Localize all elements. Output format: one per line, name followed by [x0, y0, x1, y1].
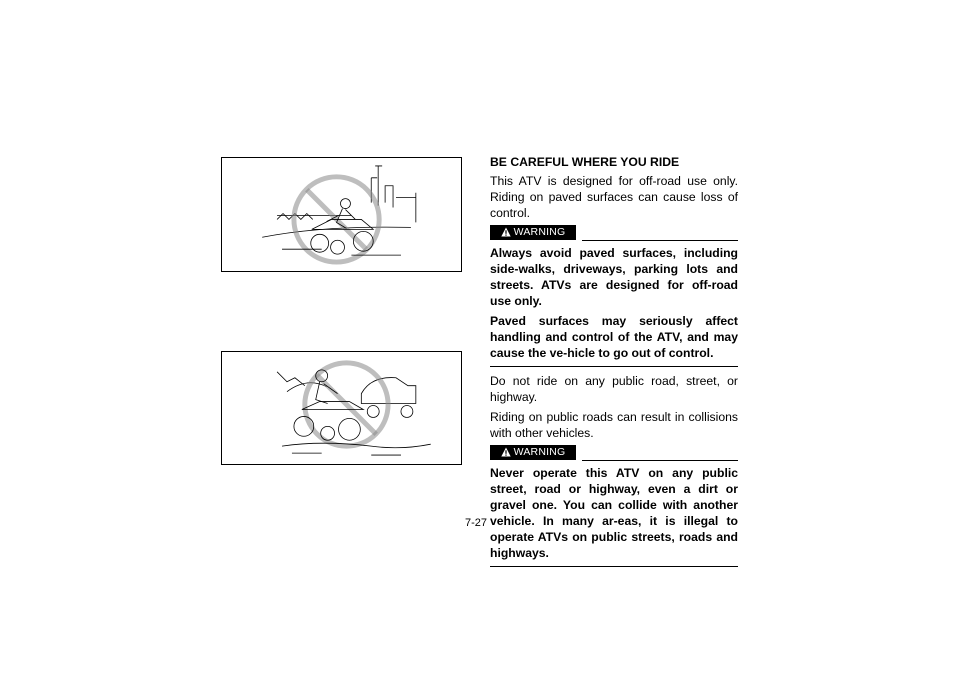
atv-paved-illustration-svg: [222, 158, 461, 271]
warning-triangle-icon: [501, 447, 511, 457]
warning-body: [490, 245, 738, 361]
section-careful-where-you-ride: [490, 154, 738, 367]
warning-rule: [582, 460, 738, 461]
warning-triangle-icon: [501, 227, 511, 237]
page-number: 7-27: [465, 517, 488, 529]
warning-end-rule: [490, 566, 738, 567]
atv-road-illustration-svg: [222, 352, 461, 464]
illustration-atv-public-road-prohibited: [221, 351, 462, 465]
intro-paragraph: This ATV is designed for off-road use only. Riding on paved surfaces can cause loss of control.: [490, 174, 738, 220]
warning-paragraph: Paved surfaces may seriously affect handling and control of the ATV, and may cause the ve-hicle to go out of control.: [490, 314, 738, 360]
warning-header: [490, 445, 738, 462]
warning-paragraph: Always avoid paved surfaces, including side-walks, driveways, parking lots and streets. ATVs are designed for off-road use only.: [490, 246, 738, 308]
warning-header: [490, 225, 738, 242]
intro-paragraph: Riding on public roads can result in collisions with other vehicles.: [490, 410, 738, 440]
intro-paragraph: Do not ride on any public road, street, or highway.: [490, 374, 738, 404]
warning-label: WARNING: [513, 446, 566, 458]
warning-paragraph: Never operate this ATV on any public street, road or highway, even a dirt or gravel one. You can collide with another vehicle. In many ar-eas, it is illegal to operate ATVs on public streets, roads and highways.: [490, 466, 738, 560]
section-heading: BE CAREFUL WHERE YOU RIDE: [490, 155, 680, 169]
section-public-roads: [490, 373, 738, 567]
warning-label: WARNING: [513, 226, 566, 238]
warning-end-rule: [490, 366, 738, 367]
illustration-atv-paved-prohibited: [221, 157, 462, 272]
warning-body: [490, 465, 738, 561]
warning-rule: [582, 240, 738, 241]
warning-badge: [490, 445, 576, 460]
warning-badge: [490, 225, 576, 240]
